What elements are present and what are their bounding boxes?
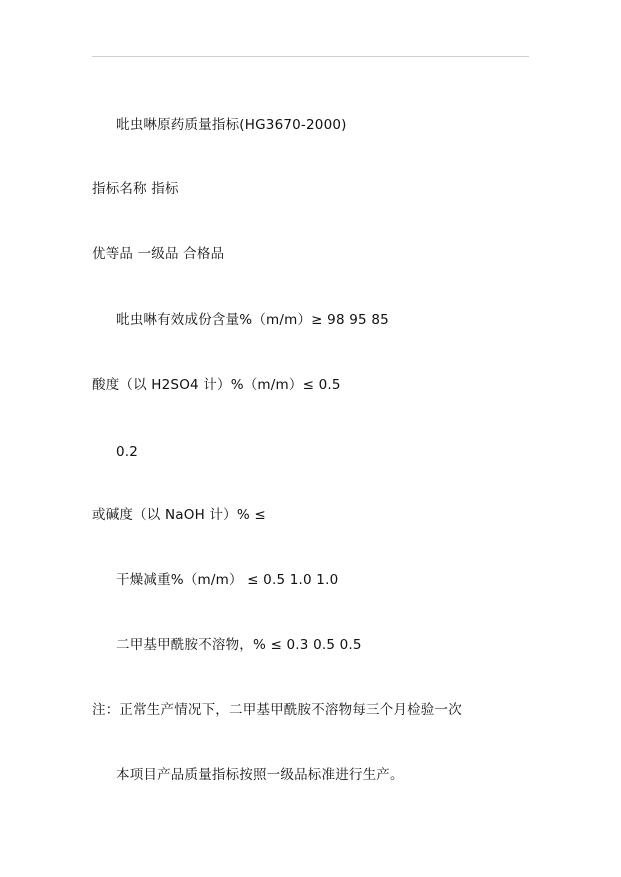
row-acidity: 酸度（以 H2SO4 计）%（m/m）≤ 0.5 bbox=[92, 377, 341, 393]
table-header-name: 指标名称 指标 bbox=[92, 181, 179, 197]
header-rule bbox=[92, 56, 529, 57]
spec-title: 吡虫啉原药质量指标(HG3670-2000) bbox=[116, 117, 347, 133]
table-grade-headers: 优等品 一级品 合格品 bbox=[92, 246, 225, 262]
note: 注：正常生产情况下，二甲基甲酰胺不溶物每三个月检验一次 bbox=[92, 702, 462, 718]
row-active-content: 吡虫啉有效成份含量%（m/m）≥ 98 95 85 bbox=[116, 312, 389, 328]
row-acidity-cont: 0.2 bbox=[116, 444, 139, 460]
row-drying-loss: 干燥减重%（m/m） ≤ 0.5 1.0 1.0 bbox=[116, 572, 339, 588]
row-alkalinity: 或碱度（以 NaOH 计）% ≤ bbox=[92, 507, 266, 523]
production-statement: 本项目产品质量指标按照一级品标准进行生产。 bbox=[116, 767, 404, 783]
row-dmf-insoluble: 二甲基甲酰胺不溶物，% ≤ 0.3 0.5 0.5 bbox=[116, 637, 362, 653]
